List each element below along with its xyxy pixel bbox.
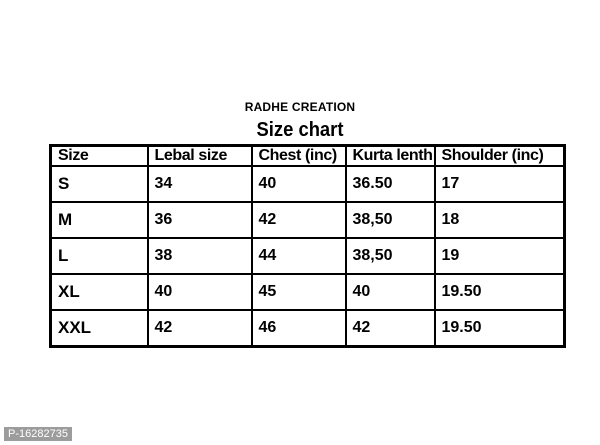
cell-chest: 40 [252, 166, 346, 202]
cell-label-size: 40 [148, 274, 252, 310]
table-row [51, 238, 565, 274]
table-row [51, 166, 565, 202]
cell-kurta-length: 38,50 [346, 238, 435, 274]
cell-shoulder: 19.50 [435, 310, 565, 347]
cell-chest: 44 [252, 238, 346, 274]
cell-kurta-length: 40 [346, 274, 435, 310]
cell-size: L [51, 238, 148, 274]
size-chart-table [49, 144, 566, 348]
header-chest: Chest (inc) [252, 146, 346, 167]
header-kurta-length: Kurta lenth [346, 146, 435, 167]
cell-kurta-length: 36.50 [346, 166, 435, 202]
table-row [51, 202, 565, 238]
cell-chest: 45 [252, 274, 346, 310]
cell-shoulder: 17 [435, 166, 565, 202]
cell-shoulder: 19.50 [435, 274, 565, 310]
cell-size: XL [51, 274, 148, 310]
cell-chest: 42 [252, 202, 346, 238]
header-shoulder: Shoulder (inc) [435, 146, 565, 167]
cell-size: S [51, 166, 148, 202]
cell-size: M [51, 202, 148, 238]
cell-label-size: 36 [148, 202, 252, 238]
brand-name: RADHE CREATION [244, 100, 356, 114]
cell-shoulder: 18 [435, 202, 565, 238]
cell-label-size: 34 [148, 166, 252, 202]
cell-kurta-length: 38,50 [346, 202, 435, 238]
cell-kurta-length: 42 [346, 310, 435, 347]
cell-label-size: 42 [148, 310, 252, 347]
size-chart-title: Size chart [256, 119, 344, 141]
cell-size: XXL [51, 310, 148, 347]
product-id-watermark: P-16282735 [4, 427, 72, 441]
table-header-row [51, 146, 565, 167]
cell-label-size: 38 [148, 238, 252, 274]
cell-shoulder: 19 [435, 238, 565, 274]
table-row [51, 310, 565, 347]
header-label-size: Lebal size [148, 146, 252, 167]
header-size: Size [51, 146, 148, 167]
cell-chest: 46 [252, 310, 346, 347]
table-row [51, 274, 565, 310]
